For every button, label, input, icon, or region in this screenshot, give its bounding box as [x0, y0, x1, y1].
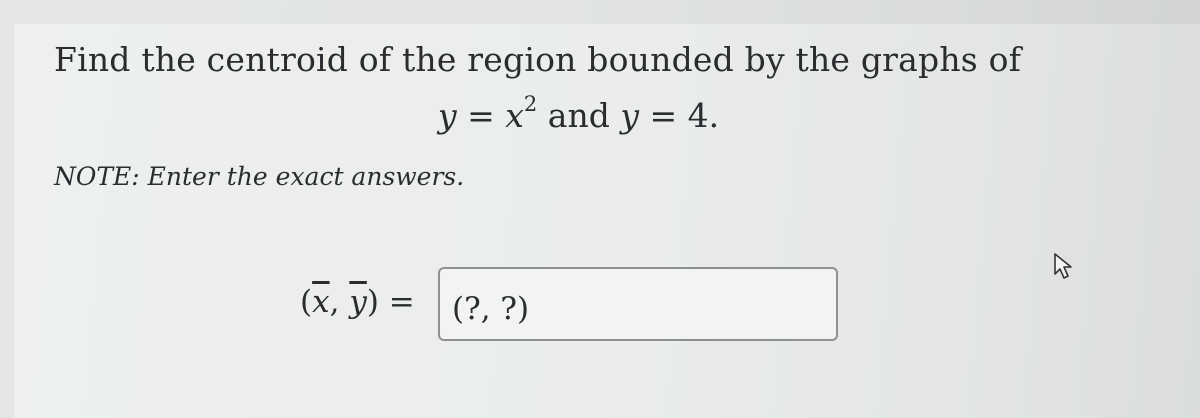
answer-label: [300, 284, 415, 320]
equation-equals: =: [456, 96, 506, 135]
question-equation: [438, 92, 720, 135]
answer-label-xbar: $\overline{x}$: [312, 284, 330, 320]
equation-x-variable: x: [505, 96, 524, 135]
answer-label-comma: ,: [329, 284, 350, 320]
answer-label-open: (: [300, 284, 313, 320]
equation-y-variable: y: [438, 96, 457, 135]
answer-label-ybar: $\overline{y}$: [349, 284, 367, 320]
note-text: NOTE: Enter the exact answers.: [54, 162, 465, 191]
question-panel: [14, 24, 1200, 418]
equation-and: and: [537, 96, 621, 135]
question-text: Find the centroid of the region bounded by the graphs of: [54, 40, 1022, 79]
equation-y-variable-2: y: [620, 96, 639, 135]
equation-equals-value: = 4.: [639, 96, 720, 135]
equation-exponent: 2: [523, 92, 538, 116]
mouse-pointer-icon: [1052, 252, 1078, 280]
answer-label-close: ) =: [366, 284, 415, 320]
centroid-answer-input[interactable]: [438, 267, 838, 341]
